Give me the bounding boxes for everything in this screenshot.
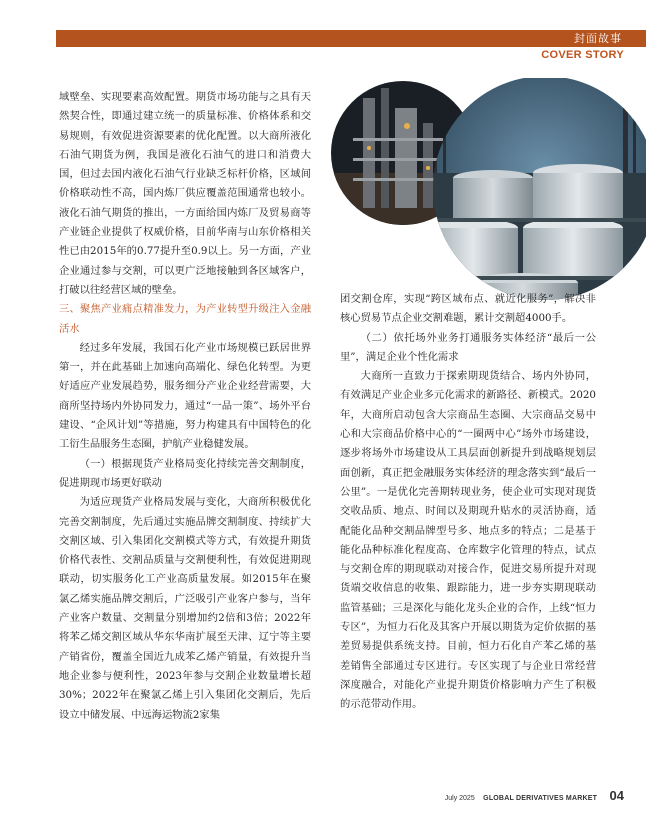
left-column [59,88,311,725]
subheading: （二）依托场外业务打通服务实体经济“最后一公里”，满足企业个性化需求 [340,331,596,363]
section-subtitle: COVER STORY [541,49,624,61]
body-paragraph: 为适应现货产业格局发展与变化，大商所积极优化完善交割制度，先后通过实施品牌交割制度、持续扩大交割区域、引入集团化交割模式等方式，有效提升期货价格代表性、交割品质量与交割便利性，有效促进期现联动，切实服务化工产业高质量发展。如2015年在聚氯乙烯实施品牌交割后，广泛吸引产业客户参与，当年产业客户数量、交割量分别增加约2倍和3倍；2022年将苯乙烯交割区域从华东华南扩展至天津、辽宁等主要产销省份，覆盖全国近九成苯乙烯产销量，有效提升当地企业参与便利性，2023年参与交割企业数量增长超30%；2022年在聚氯乙烯上引入集团化交割后，先后设立中储发展、中远海运物流2家集 [59,496,311,721]
header-bar [56,30,646,47]
subheading: （一）根据现货产业格局变化持续完善交割制度，促进期现市场更好联动 [59,457,311,489]
body-paragraph: 域壁垒、实现要素高效配置。期货市场功能与之具有天然契合性，即通过建立统一的质量标准、价格体系和交易规则，有效促进资源要素的优化配置。以大商所液化石油气期货为例，我国是液化石油气的进口和消费大国，但过去国内液化石油气行业缺乏标杆价格，区域间价格联动性不高，国内炼厂供应覆盖范围通常也较小。液化石油气期货的推出，一方面给国内炼厂及贸易商等产业链企业提供了权威价格，目前华南与山东价格相关性已由2015年的0.77提升至0.9以上。另一方面，产业企业通过参与交割，可以更广泛地接触到各区域客户，打破以往经营区域的壁垒。 [59,91,311,296]
page-footer [445,787,624,805]
magazine-name: GLOBAL DERIVATIVES MARKET [483,795,598,802]
body-paragraph: 团交割仓库，实现“跨区域布点、就近化服务”，解决非核心贸易节点企业交割难题，累计交割超4000手。 [340,293,596,325]
section-title: 封面故事 [574,32,622,45]
body-paragraph: 大商所一直致力于探索期现货结合、场内外协同，有效满足产业企业多元化需求的新路径、新模式。2020年，大商所启动包含大宗商品生态圈、大宗商品交易中心和大宗商品价格中心的“一圈两中心”场外市场建设，逐步将场外市场建设从工具层面创新提升到战略规划层面创新，真正把金融服务实体经济的理念落实到“最后一公里”。一是优化完善期转现业务，使企业可实现对现货交收品质、地点、时间以及期现升贴水的灵活协商，适配能化品种交割品牌型号多、地点多的特点；二是基于能化品种标准化程度高、仓库数字化管理的特点，试点与交割仓库的期现联动对接合作，促进交易所提升对现货端交收信息的收集、跟踪能力，进一步夯实期现联动监管基础；三是深化与能化龙头企业的合作，上线“恒力专区”，为恒力石化及其客户开展以期货为定价依据的基差贸易提供系统支持。目前，恒力石化自产苯乙烯的基差销售全部通过专区进行。专区实现了与企业日常经营深度融合，对能化产业提升期货价格影响力产生了积极的示范带动作用。 [340,370,596,711]
body-paragraph: 经过多年发展，我国石化产业市场规模已跃居世界第一，并在此基础上加速向高端化、绿色化转型。为更好适应产业发展趋势，服务细分产业企业经营需要，大商所坚持场内外协同发力，通过“一品一策”、场外平台建设、“企风计划”等措施，努力构建具有中国特色的化工衍生品服务生态圈，护航产业稳健发展。 [59,341,311,451]
right-column [340,290,596,715]
section-heading: 三、聚焦产业痛点精准发力，为产业转型升级注入金融活水 [59,303,311,335]
page-number: 04 [609,788,624,803]
issue-date: July 2025 [444,795,475,802]
petrochemical-plant-photo [323,78,646,303]
